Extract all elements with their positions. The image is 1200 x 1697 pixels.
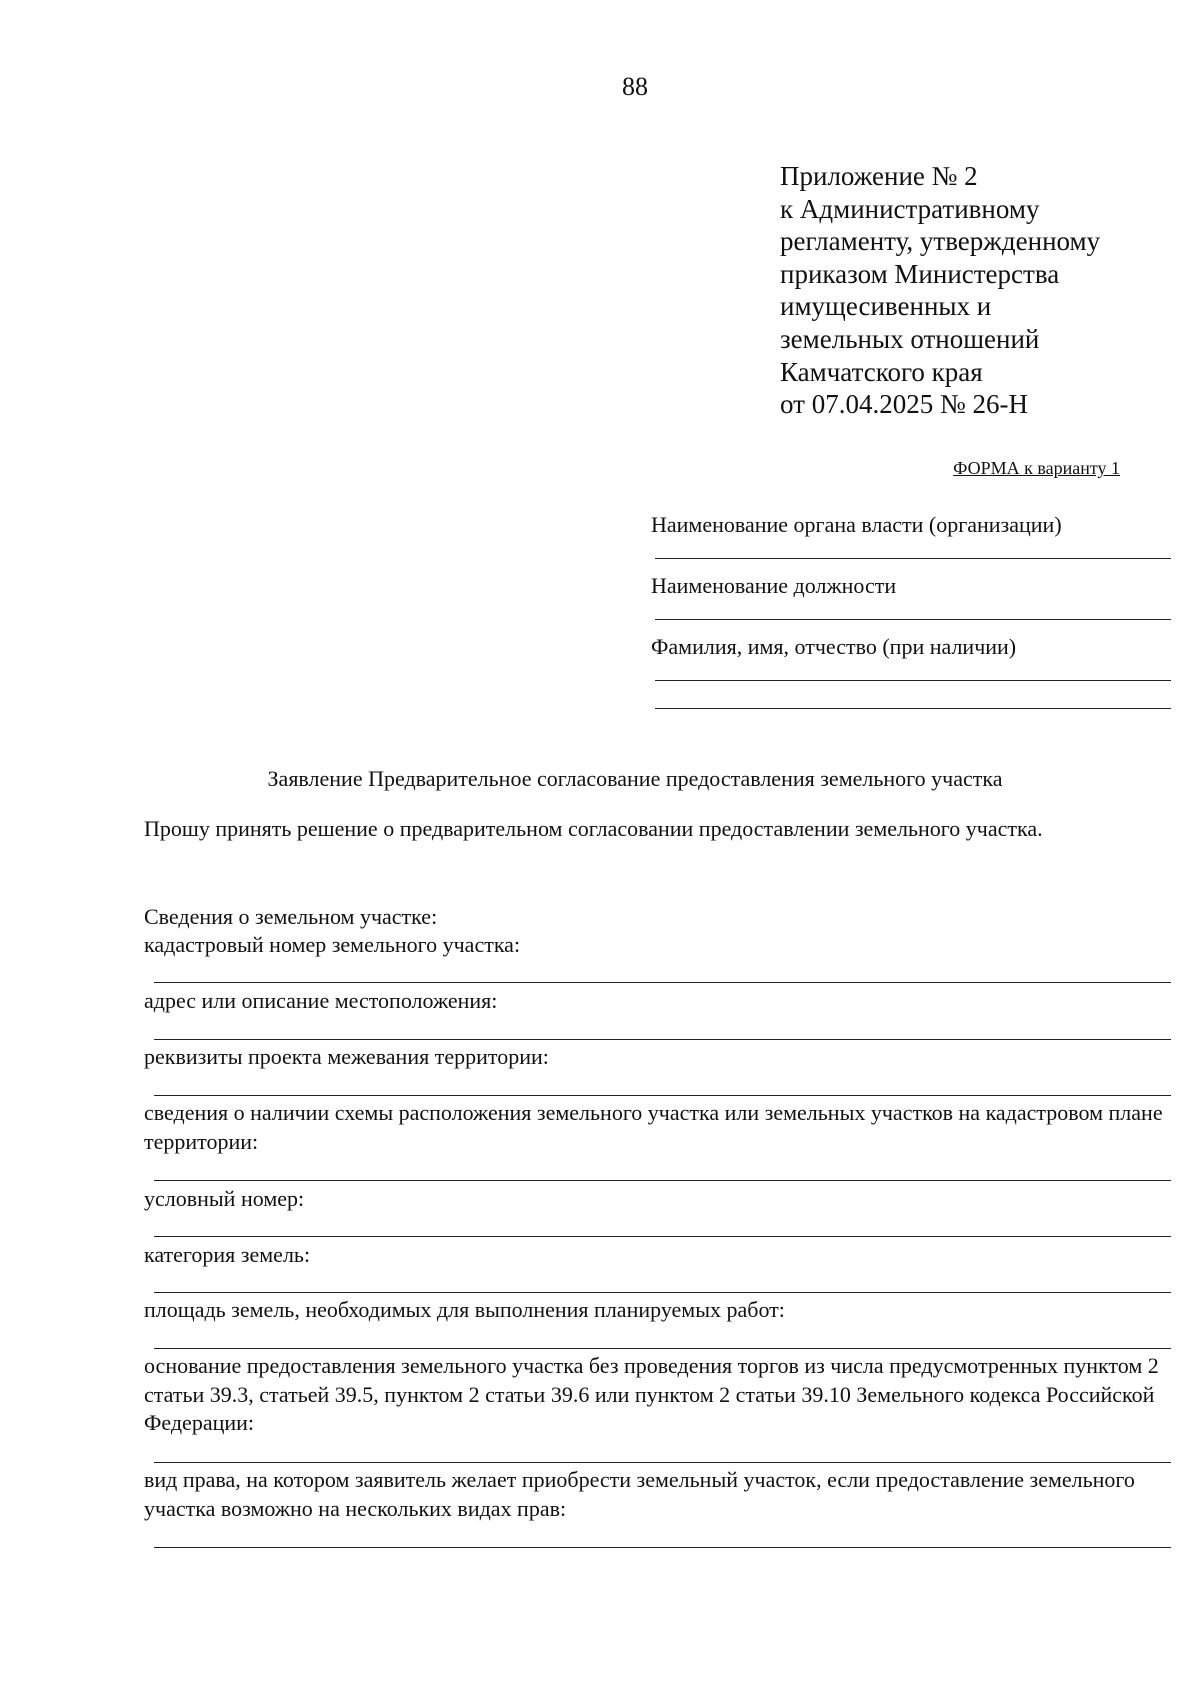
address-field [144,987,1171,1016]
position-label: Наименование должности [651,573,897,598]
appendix-line: регламенту, утвержденному [780,226,1101,257]
appendix-line: приказом Министерства [780,258,1060,289]
land-category-label: категория земель: [144,1242,311,1267]
name-label: Фамилия, имя, отчество (при наличии) [651,634,1017,659]
grounds-input-line[interactable] [154,1462,1171,1463]
authority-input-line[interactable] [655,558,1171,559]
scheme-info-label: сведения о наличии схемы расположения земельного участка или земельных участков на кадастровом плане территории: [144,1100,1163,1154]
address-input-line[interactable] [154,1039,1171,1040]
authority-label: Наименование органа власти (организации) [651,512,1062,537]
appendix-line: Камчатского края [780,356,983,387]
right-type-field [144,1466,1171,1523]
cadastral-number-input-line[interactable] [154,982,1171,983]
appendix-line: имущесивенных и [780,291,992,322]
cadastral-number-label: кадастровый номер земельного участка: [144,932,521,957]
conditional-number-input-line[interactable] [154,1236,1171,1237]
conditional-number-field [144,1185,1171,1214]
grounds-label: основание предоставления земельного участка без проведения торгов из числа предусмотренных пунктом 2 статьи 39.3, статьей 39.5, пунктом 2 статьи 39.6 или пунктом 2 статьи 39.10 Земельного кодекса Российской Федерации: [144,1353,1159,1435]
survey-project-input-line[interactable] [154,1095,1171,1096]
area-input-line[interactable] [154,1348,1171,1349]
land-category-input-line[interactable] [154,1292,1171,1293]
request-text: Прошу принять решение о предварительном согласовании предоставлении земельного участка. [144,816,1043,841]
land-category-field [144,1241,1171,1270]
survey-project-field [144,1043,1171,1072]
appendix-header [780,160,1100,421]
appendix-line: от 07.04.2025 № 26-Н [780,389,1028,420]
scheme-info-field [144,1099,1171,1156]
appendix-line: земельных отношений [780,323,1040,354]
plot-info-heading: Сведения о земельном участке: [144,904,438,929]
document-title: Заявление Предварительное согласование предоставления земельного участка [267,766,1003,791]
grounds-field [144,1352,1171,1438]
appendix-line: к Административному [780,193,1040,224]
form-variant-label: ФОРМА к варианту 1 [953,458,1120,478]
name-input-line[interactable] [655,680,1171,681]
page-number: 88 [622,72,648,101]
area-field [144,1296,1171,1325]
addressee-block [651,510,1171,709]
right-type-input-line[interactable] [154,1547,1171,1548]
address-label: адрес или описание местоположения: [144,988,498,1013]
scheme-info-input-line[interactable] [154,1180,1171,1181]
cadastral-number-field [144,931,1171,960]
name-input-line-2[interactable] [655,708,1171,709]
right-type-label: вид права, на котором заявитель желает приобрести земельный участок, если предоставление земельного участка возможно на нескольких видах прав: [144,1467,1135,1521]
conditional-number-label: условный номер: [144,1186,305,1211]
appendix-line: Приложение № 2 [780,161,978,191]
area-label: площадь земель, необходимых для выполнения планируемых работ: [144,1297,785,1322]
survey-project-label: реквизиты проекта межевания территории: [144,1044,549,1069]
position-input-line[interactable] [655,619,1171,620]
